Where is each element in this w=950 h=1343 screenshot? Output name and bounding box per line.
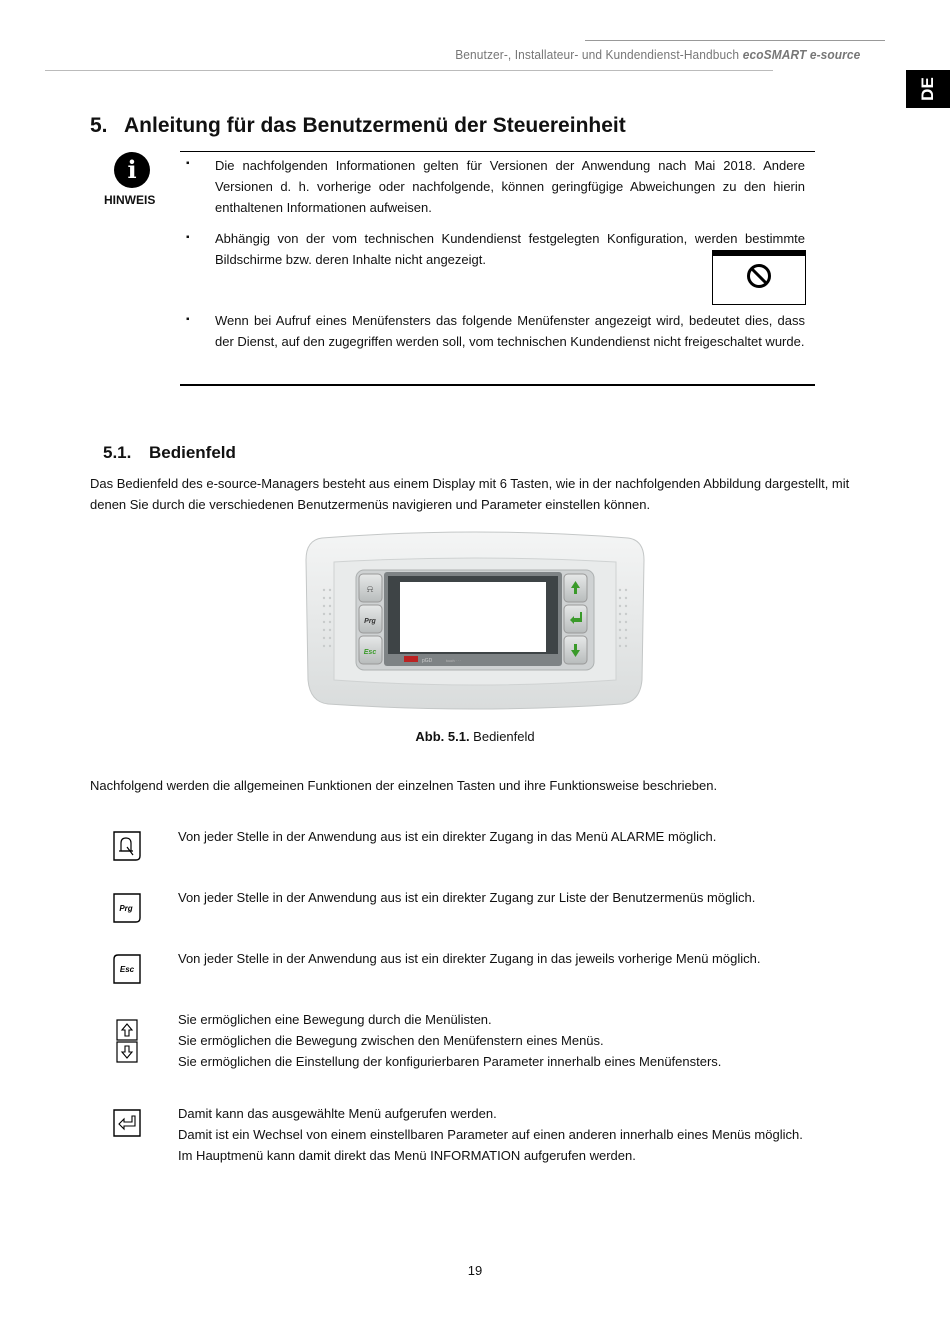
- panel-prg-label: Prg: [364, 618, 376, 625]
- up-down-keys-description: [178, 1009, 858, 1072]
- section-number: 5.: [90, 114, 108, 137]
- prg-key-label: Prg: [119, 904, 133, 913]
- bullet-icon: ▪: [186, 158, 190, 169]
- subsection-heading: [103, 443, 236, 463]
- esc-key-icon: [111, 952, 143, 984]
- info-icon: i: [114, 152, 150, 188]
- up-down-keys-icon: [111, 1018, 143, 1064]
- section-title: Anleitung für das Benutzermenü der Steuereinheit: [124, 114, 626, 137]
- subsection-number: 5.1.: [103, 443, 132, 462]
- svg-text:touch · · ·: touch · · ·: [446, 659, 461, 663]
- control-panel-image: [304, 530, 646, 710]
- svg-text:pGD: pGD: [422, 658, 433, 664]
- figure-caption: [0, 729, 950, 744]
- intro-paragraph: Das Bedienfeld des e-source-Managers besteht aus einem Display mit 6 Tasten, wie in der nachfolgenden Abbildung dargestellt, mit denen Sie durch die verschiedenen Benutzermenüs navigieren und Parameter einstellen können.: [90, 476, 850, 512]
- note-item: Abhängig von der vom technischen Kundendienst festgelegten Konfiguration, werden bestimmte Bildschirme bzw. deren Inhalte nicht angezeigt.: [215, 231, 805, 267]
- subsection-title: Bedienfeld: [149, 443, 236, 462]
- note-rule-top: [180, 151, 815, 152]
- prg-key-description: Von jeder Stelle in der Anwendung aus ist ein direkter Zugang zur Liste der Benutzermenüs möglich.: [178, 890, 756, 905]
- prohibited-icon: [746, 263, 772, 289]
- functions-intro: Nachfolgend werden die allgemeinen Funktionen der einzelnen Tasten und ihre Funktionsweise beschrieben.: [90, 778, 718, 793]
- bullet-icon: ▪: [186, 232, 190, 243]
- header-rule-top: [585, 40, 885, 41]
- enter-key-icon: [111, 1107, 143, 1139]
- description-line: Damit kann das ausgewählte Menü aufgerufen werden.: [178, 1106, 497, 1121]
- figure-caption-text: Bedienfeld: [469, 729, 535, 744]
- alarm-key-description: Von jeder Stelle in der Anwendung aus ist ein direkter Zugang in das Menü ALARME möglich.: [178, 829, 717, 844]
- bullet-icon: ▪: [186, 314, 190, 325]
- description-line: Damit ist ein Wechsel von einem einstellbaren Parameter auf einen anderen innerhalb eines Menüs möglich.: [178, 1127, 803, 1142]
- prg-key-icon: [111, 891, 143, 923]
- header-rule-bottom: [45, 70, 773, 71]
- description-line: Im Hauptmenü kann damit direkt das Menü INFORMATION aufgerufen werden.: [178, 1148, 636, 1163]
- panel-esc-label: Esc: [363, 649, 377, 656]
- header-brand: ecoSMART e-source: [742, 47, 860, 62]
- page-number: 19: [467, 1263, 483, 1278]
- running-header: [455, 47, 860, 62]
- description-line: Sie ermöglichen die Bewegung zwischen den Menüfenstern eines Menüs.: [178, 1033, 604, 1048]
- esc-key-description: Von jeder Stelle in der Anwendung aus ist ein direkter Zugang in das jeweils vorherige Menü möglich.: [178, 951, 761, 966]
- not-enabled-screen: [712, 250, 806, 305]
- note-label: HINWEIS: [104, 193, 156, 207]
- language-tab-label: DE: [918, 77, 937, 101]
- note-rule-bottom: [180, 384, 815, 386]
- note-item: Die nachfolgenden Informationen gelten für Versionen der Anwendung nach Mai 2018. Andere Versionen d. h. vorherige oder nachfolgende, können geringfügige Abweichungen zu den hierin enthaltenen Informationen aufweisen.: [215, 158, 805, 215]
- figure-caption-number: Abb. 5.1.: [415, 729, 470, 744]
- alarm-key-icon: [111, 829, 143, 861]
- enter-key-description: [178, 1103, 858, 1166]
- language-tab: [906, 70, 950, 108]
- header-title: Benutzer-, Installateur- und Kundendienst-Handbuch: [454, 47, 739, 62]
- section-heading: [90, 114, 626, 138]
- note-item: Wenn bei Aufruf eines Menüfensters das folgende Menüfenster angezeigt wird, bedeutet dies, dass der Dienst, auf den zugegriffen werden soll, vom technischen Kundendienst nicht freigeschaltet wurde.: [215, 313, 805, 349]
- esc-key-label: Esc: [119, 965, 135, 974]
- description-line: Sie ermöglichen eine Bewegung durch die Menülisten.: [178, 1012, 492, 1027]
- svg-text:⍾: ⍾: [366, 584, 374, 595]
- description-line: Sie ermöglichen die Einstellung der konfigurierbaren Parameter innerhalb eines Menüfensters.: [178, 1054, 722, 1069]
